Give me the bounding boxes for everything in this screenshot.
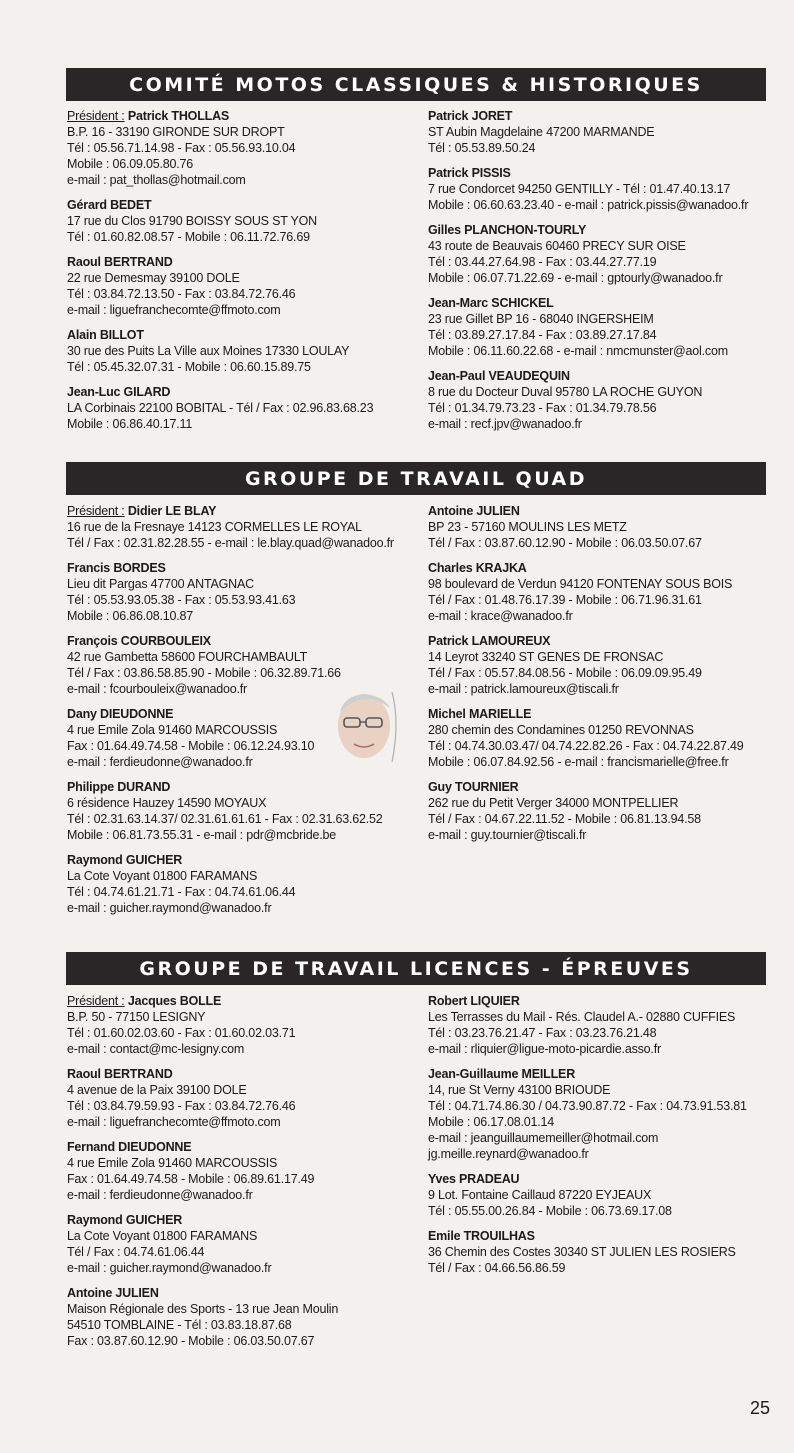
- contact-detail-line: 4 rue Emile Zola 91460 MARCOUSSIS: [67, 1156, 278, 1170]
- contact-entry: [428, 108, 788, 156]
- contact-detail-line: 9 Lot. Fontaine Caillaud 87220 EYJEAUX: [428, 1188, 652, 1202]
- contact-entry: [67, 503, 427, 551]
- contact-name: François COURBOULEIX: [67, 634, 211, 648]
- contact-name-line: [67, 1139, 427, 1155]
- contact-detail-line: Tél : 03.23.76.21.47 - Fax : 03.23.76.21.48: [428, 1026, 657, 1040]
- contact-name-line: [428, 108, 788, 124]
- contact-detail-line: Tél : 05.53.93.05.38 - Fax : 05.53.93.41.63: [67, 593, 296, 607]
- contact-name: Patrick JORET: [428, 109, 513, 123]
- contact-entry: [67, 1285, 427, 1349]
- contact-name-line: [428, 993, 788, 1009]
- contact-detail-line: e-mail : rliquier@ligue-moto-picardie.asso.fr: [428, 1042, 661, 1056]
- contact-entry: [67, 327, 427, 375]
- contact-detail-line: e-mail : recf.jpv@wanadoo.fr: [428, 417, 582, 431]
- contact-detail-line: e-mail : jeanguillaumemeiller@hotmail.com: [428, 1131, 659, 1145]
- contact-detail-line: Mobile : 06.07.84.92.56 - e-mail : francismarielle@free.fr: [428, 755, 729, 769]
- contact-detail-line: 36 Chemin des Costes 30340 ST JULIEN LES ROSIERS: [428, 1245, 736, 1259]
- contact-name: Didier LE BLAY: [127, 504, 217, 518]
- contact-name-line: [428, 1228, 788, 1244]
- contact-detail-line: e-mail : pat_thollas@hotmail.com: [67, 173, 246, 187]
- contact-name-line: [67, 852, 427, 868]
- contact-name: Jacques BOLLE: [127, 994, 222, 1008]
- contact-detail-line: Tél / Fax : 05.57.84.08.56 - Mobile : 06.09.09.95.49: [428, 666, 702, 680]
- contact-detail-line: Tél : 01.60.02.03.60 - Fax : 01.60.02.03.71: [67, 1026, 296, 1040]
- contact-entry: [67, 560, 427, 624]
- contact-detail-line: Tél : 02.31.63.14.37/ 02.31.61.61.61 - Fax : 02.31.63.62.52: [67, 812, 383, 826]
- contact-name: Jean-Marc SCHICKEL: [428, 296, 554, 310]
- contact-detail-line: Tél : 03.89.27.17.84 - Fax : 03.89.27.17.84: [428, 328, 657, 342]
- contact-detail-line: e-mail : guy.tournier@tiscali.fr: [428, 828, 587, 842]
- contact-detail-line: B.P. 16 - 33190 GIRONDE SUR DROPT: [67, 125, 285, 139]
- contact-detail-line: LA Corbinais 22100 BOBITAL - Tél / Fax : 02.96.83.68.23: [67, 401, 374, 415]
- contact-name: Jean-Guillaume MEILLER: [428, 1067, 576, 1081]
- contact-entry: [428, 1228, 788, 1276]
- contact-detail-line: Tél : 05.55.00.26.84 - Mobile : 06.73.69.17.08: [428, 1204, 672, 1218]
- contact-detail-line: ST Aubin Magdelaine 47200 MARMANDE: [428, 125, 655, 139]
- contact-detail-line: 280 chemin des Condamines 01250 REVONNAS: [428, 723, 694, 737]
- contact-detail-line: Mobile : 06.86.40.17.11: [67, 417, 193, 431]
- contact-entry: [428, 706, 788, 770]
- contact-detail-line: La Cote Voyant 01800 FARAMANS: [67, 1229, 258, 1243]
- contact-name-line: [67, 254, 427, 270]
- contact-entry: [67, 1139, 427, 1203]
- contact-detail-line: 42 rue Gambetta 58600 FOURCHAMBAULT: [67, 650, 308, 664]
- contact-detail-line: Tél : 04.74.61.21.71 - Fax : 04.74.61.06.44: [67, 885, 296, 899]
- contact-entry: [67, 1212, 427, 1276]
- contact-detail-line: 8 rue du Docteur Duval 95780 LA ROCHE GUYON: [428, 385, 703, 399]
- contact-entry: [428, 503, 788, 551]
- contact-detail-line: e-mail : krace@wanadoo.fr: [428, 609, 573, 623]
- contact-entry: [67, 993, 427, 1057]
- contact-detail-line: e-mail : liguefranchecomte@ffmoto.com: [67, 1115, 281, 1129]
- contact-entry: [67, 108, 427, 188]
- contact-name-line: [428, 706, 788, 722]
- contact-detail-line: Tél : 05.45.32.07.31 - Mobile : 06.60.15.89.75: [67, 360, 311, 374]
- contact-name-line: [67, 1285, 427, 1301]
- section-quad-right-column: [428, 503, 788, 852]
- contact-detail-line: Maison Régionale des Sports - 13 rue Jean Moulin: [67, 1302, 339, 1316]
- contact-detail-line: B.P. 50 - 77150 LESIGNY: [67, 1010, 206, 1024]
- contact-entry: [67, 197, 427, 245]
- contact-name-line: [428, 295, 788, 311]
- contact-name: Robert LIQUIER: [428, 994, 520, 1008]
- contact-detail-line: 23 rue Gillet BP 16 - 68040 INGERSHEIM: [428, 312, 654, 326]
- contact-detail-line: e-mail : guicher.raymond@wanadoo.fr: [67, 901, 272, 915]
- contact-detail-line: Tél : 05.56.71.14.98 - Fax : 05.56.93.10.04: [67, 141, 296, 155]
- section-licences-right-column: [428, 993, 788, 1285]
- contact-detail-line: Mobile : 06.81.73.55.31 - e-mail : pdr@mcbride.be: [67, 828, 337, 842]
- contact-name: Guy TOURNIER: [428, 780, 519, 794]
- contact-name-line: [67, 1066, 427, 1082]
- contact-detail-line: Tél / Fax : 03.87.60.12.90 - Mobile : 06.03.50.07.67: [428, 536, 702, 550]
- contact-role: Président :: [67, 504, 125, 518]
- contact-detail-line: Mobile : 06.09.05.80.76: [67, 157, 194, 171]
- contact-detail-line: 7 rue Condorcet 94250 GENTILLY - Tél : 01.47.40.13.17: [428, 182, 731, 196]
- contact-name: Jean-Luc GILARD: [67, 385, 171, 399]
- contact-name-line: [67, 560, 427, 576]
- contact-detail-line: La Cote Voyant 01800 FARAMANS: [67, 869, 258, 883]
- contact-name: Dany DIEUDONNE: [67, 707, 174, 721]
- contact-detail-line: Tél : 03.84.72.13.50 - Fax : 03.84.72.76.46: [67, 287, 296, 301]
- contact-detail-line: 30 rue des Puits La Ville aux Moines 17330 LOULAY: [67, 344, 350, 358]
- contact-name-line: [428, 1066, 788, 1082]
- contact-entry: [428, 295, 788, 359]
- contact-detail-line: 16 rue de la Fresnaye 14123 CORMELLES LE ROYAL: [67, 520, 362, 534]
- contact-detail-line: Fax : 01.64.49.74.58 - Mobile : 06.89.61.17.49: [67, 1172, 315, 1186]
- section-classiques-right-column: [428, 108, 788, 441]
- contact-name: Raoul BERTRAND: [67, 1067, 173, 1081]
- contact-name: Antoine JULIEN: [428, 504, 520, 518]
- contact-detail-line: Les Terrasses du Mail - Rés. Claudel A.- 02880 CUFFIES: [428, 1010, 736, 1024]
- contact-detail-line: Tél : 01.34.79.73.23 - Fax : 01.34.79.78.56: [428, 401, 657, 415]
- contact-detail-line: Tél / Fax : 04.67.22.11.52 - Mobile : 06.81.13.94.58: [428, 812, 701, 826]
- avatar: [330, 682, 402, 772]
- contact-detail-line: 4 rue Emile Zola 91460 MARCOUSSIS: [67, 723, 278, 737]
- contact-name: Francis BORDES: [67, 561, 166, 575]
- contact-name: Raymond GUICHER: [67, 853, 183, 867]
- section-banner-quad: GROUPE DE TRAVAIL QUAD: [66, 462, 766, 495]
- contact-detail-line: 98 boulevard de Verdun 94120 FONTENAY SOUS BOIS: [428, 577, 733, 591]
- contact-detail-line: Lieu dit Pargas 47700 ANTAGNAC: [67, 577, 254, 591]
- contact-name-line: [428, 222, 788, 238]
- contact-detail-line: e-mail : patrick.lamoureux@tiscali.fr: [428, 682, 619, 696]
- contact-detail-line: Tél : 05.53.89.50.24: [428, 141, 536, 155]
- contact-detail-line: e-mail : contact@mc-lesigny.com: [67, 1042, 245, 1056]
- contact-detail-line: e-mail : liguefranchecomte@ffmoto.com: [67, 303, 281, 317]
- contact-detail-line: 17 rue du Clos 91790 BOISSY SOUS ST YON: [67, 214, 317, 228]
- contact-name: Raoul BERTRAND: [67, 255, 173, 269]
- contact-name: Fernand DIEUDONNE: [67, 1140, 192, 1154]
- contact-detail-line: Mobile : 06.17.08.01.14: [428, 1115, 555, 1129]
- section-classiques-left-column: [67, 108, 427, 441]
- contact-name-line: [428, 165, 788, 181]
- contact-role: Président :: [67, 109, 125, 123]
- contact-entry: [428, 1171, 788, 1219]
- contact-detail-line: Tél / Fax : 04.66.56.86.59: [428, 1261, 566, 1275]
- contact-detail-line: Tél / Fax : 02.31.82.28.55 - e-mail : le.blay.quad@wanadoo.fr: [67, 536, 394, 550]
- contact-entry: [428, 633, 788, 697]
- contact-name-line: [67, 993, 427, 1009]
- contact-detail-line: 4 avenue de la Paix 39100 DOLE: [67, 1083, 247, 1097]
- contact-entry: [67, 384, 427, 432]
- contact-detail-line: jg.meille.reynard@wanadoo.fr: [428, 1147, 589, 1161]
- contact-entry: [428, 165, 788, 213]
- contact-name: Jean-Paul VEAUDEQUIN: [428, 369, 570, 383]
- contact-detail-line: Fax : 03.87.60.12.90 - Mobile : 06.03.50.07.67: [67, 1334, 315, 1348]
- contact-name: Gérard BEDET: [67, 198, 152, 212]
- contact-entry: [428, 779, 788, 843]
- contact-entry: [428, 1066, 788, 1162]
- contact-name: Philippe DURAND: [67, 780, 171, 794]
- contact-entry: [428, 560, 788, 624]
- contact-detail-line: 6 résidence Hauzey 14590 MOYAUX: [67, 796, 267, 810]
- contact-detail-line: e-mail : guicher.raymond@wanadoo.fr: [67, 1261, 272, 1275]
- contact-detail-line: e-mail : ferdieudonne@wanadoo.fr: [67, 755, 253, 769]
- contact-name: Yves PRADEAU: [428, 1172, 520, 1186]
- contact-role: Président :: [67, 994, 125, 1008]
- contact-detail-line: Mobile : 06.07.71.22.69 - e-mail : gptourly@wanadoo.fr: [428, 271, 723, 285]
- contact-name: Raymond GUICHER: [67, 1213, 183, 1227]
- contact-name: Patrick THOLLAS: [127, 109, 230, 123]
- contact-detail-line: 43 route de Beauvais 60460 PRECY SUR OISE: [428, 239, 686, 253]
- contact-name-line: [428, 368, 788, 384]
- contact-detail-line: e-mail : ferdieudonne@wanadoo.fr: [67, 1188, 253, 1202]
- contact-detail-line: BP 23 - 57160 MOULINS LES METZ: [428, 520, 627, 534]
- contact-name-line: [428, 779, 788, 795]
- contact-name: Patrick PISSIS: [428, 166, 511, 180]
- contact-detail-line: 14 Leyrot 33240 ST GENES DE FRONSAC: [428, 650, 664, 664]
- contact-detail-line: Tél : 04.74.30.03.47/ 04.74.22.82.26 - Fax : 04.74.22.87.49: [428, 739, 744, 753]
- contact-name-line: [67, 633, 427, 649]
- contact-detail-line: e-mail : fcourbouleix@wanadoo.fr: [67, 682, 247, 696]
- contact-name: Patrick LAMOUREUX: [428, 634, 551, 648]
- contact-entry: [67, 852, 427, 916]
- contact-name: Michel MARIELLE: [428, 707, 532, 721]
- contact-name-line: [428, 560, 788, 576]
- contact-detail-line: 262 rue du Petit Verger 34000 MONTPELLIER: [428, 796, 679, 810]
- contact-entry: [428, 993, 788, 1057]
- contact-detail-line: Fax : 01.64.49.74.58 - Mobile : 06.12.24.93.10: [67, 739, 315, 753]
- contact-detail-line: Tél / Fax : 01.48.76.17.39 - Mobile : 06.71.96.31.61: [428, 593, 702, 607]
- contact-name-line: [67, 108, 427, 124]
- contact-name-line: [67, 197, 427, 213]
- contact-detail-line: Tél / Fax : 03.86.58.85.90 - Mobile : 06.32.89.71.66: [67, 666, 341, 680]
- contact-name-line: [67, 503, 427, 519]
- contact-detail-line: Tél : 04.71.74.86.30 / 04.73.90.87.72 - Fax : 04.73.91.53.81: [428, 1099, 747, 1113]
- contact-entry: [67, 254, 427, 318]
- contact-name: Alain BILLOT: [67, 328, 144, 342]
- contact-detail-line: 54510 TOMBLAINE - Tél : 03.83.18.87.68: [67, 1318, 292, 1332]
- contact-name: Gilles PLANCHON-TOURLY: [428, 223, 587, 237]
- contact-detail-line: 14, rue St Verny 43100 BRIOUDE: [428, 1083, 611, 1097]
- contact-detail-line: Mobile : 06.11.60.22.68 - e-mail : nmcmunster@aol.com: [428, 344, 728, 358]
- contact-detail-line: 22 rue Demesmay 39100 DOLE: [67, 271, 240, 285]
- contact-name: Charles KRAJKA: [428, 561, 527, 575]
- contact-name: Antoine JULIEN: [67, 1286, 159, 1300]
- contact-detail-line: Mobile : 06.60.63.23.40 - e-mail : patrick.pissis@wanadoo.fr: [428, 198, 749, 212]
- page-number: 25: [749, 1398, 770, 1418]
- contact-entry: [67, 779, 427, 843]
- section-banner-licences: GROUPE DE TRAVAIL LICENCES - ÉPREUVES: [66, 952, 766, 985]
- contact-name-line: [428, 1171, 788, 1187]
- contact-name-line: [67, 779, 427, 795]
- contact-detail-line: Tél : 03.84.79.59.93 - Fax : 03.84.72.76.46: [67, 1099, 296, 1113]
- section-licences-left-column: [67, 993, 427, 1358]
- contact-name-line: [67, 327, 427, 343]
- contact-name: Emile TROUILHAS: [428, 1229, 535, 1243]
- contact-detail-line: Tél : 01.60.82.08.57 - Mobile : 06.11.72.76.69: [67, 230, 310, 244]
- contact-detail-line: Tél / Fax : 04.74.61.06.44: [67, 1245, 205, 1259]
- contact-detail-line: Tél : 03.44.27.64.98 - Fax : 03.44.27.77.19: [428, 255, 657, 269]
- contact-detail-line: Mobile : 06.86.08.10.87: [67, 609, 194, 623]
- contact-name-line: [67, 1212, 427, 1228]
- contact-entry: [67, 1066, 427, 1130]
- contact-name-line: [67, 384, 427, 400]
- section-banner-classiques: COMITÉ MOTOS CLASSIQUES & HISTORIQUES: [66, 68, 766, 101]
- contact-name-line: [428, 633, 788, 649]
- contact-entry: [428, 222, 788, 286]
- contact-name-line: [428, 503, 788, 519]
- contact-entry: [428, 368, 788, 432]
